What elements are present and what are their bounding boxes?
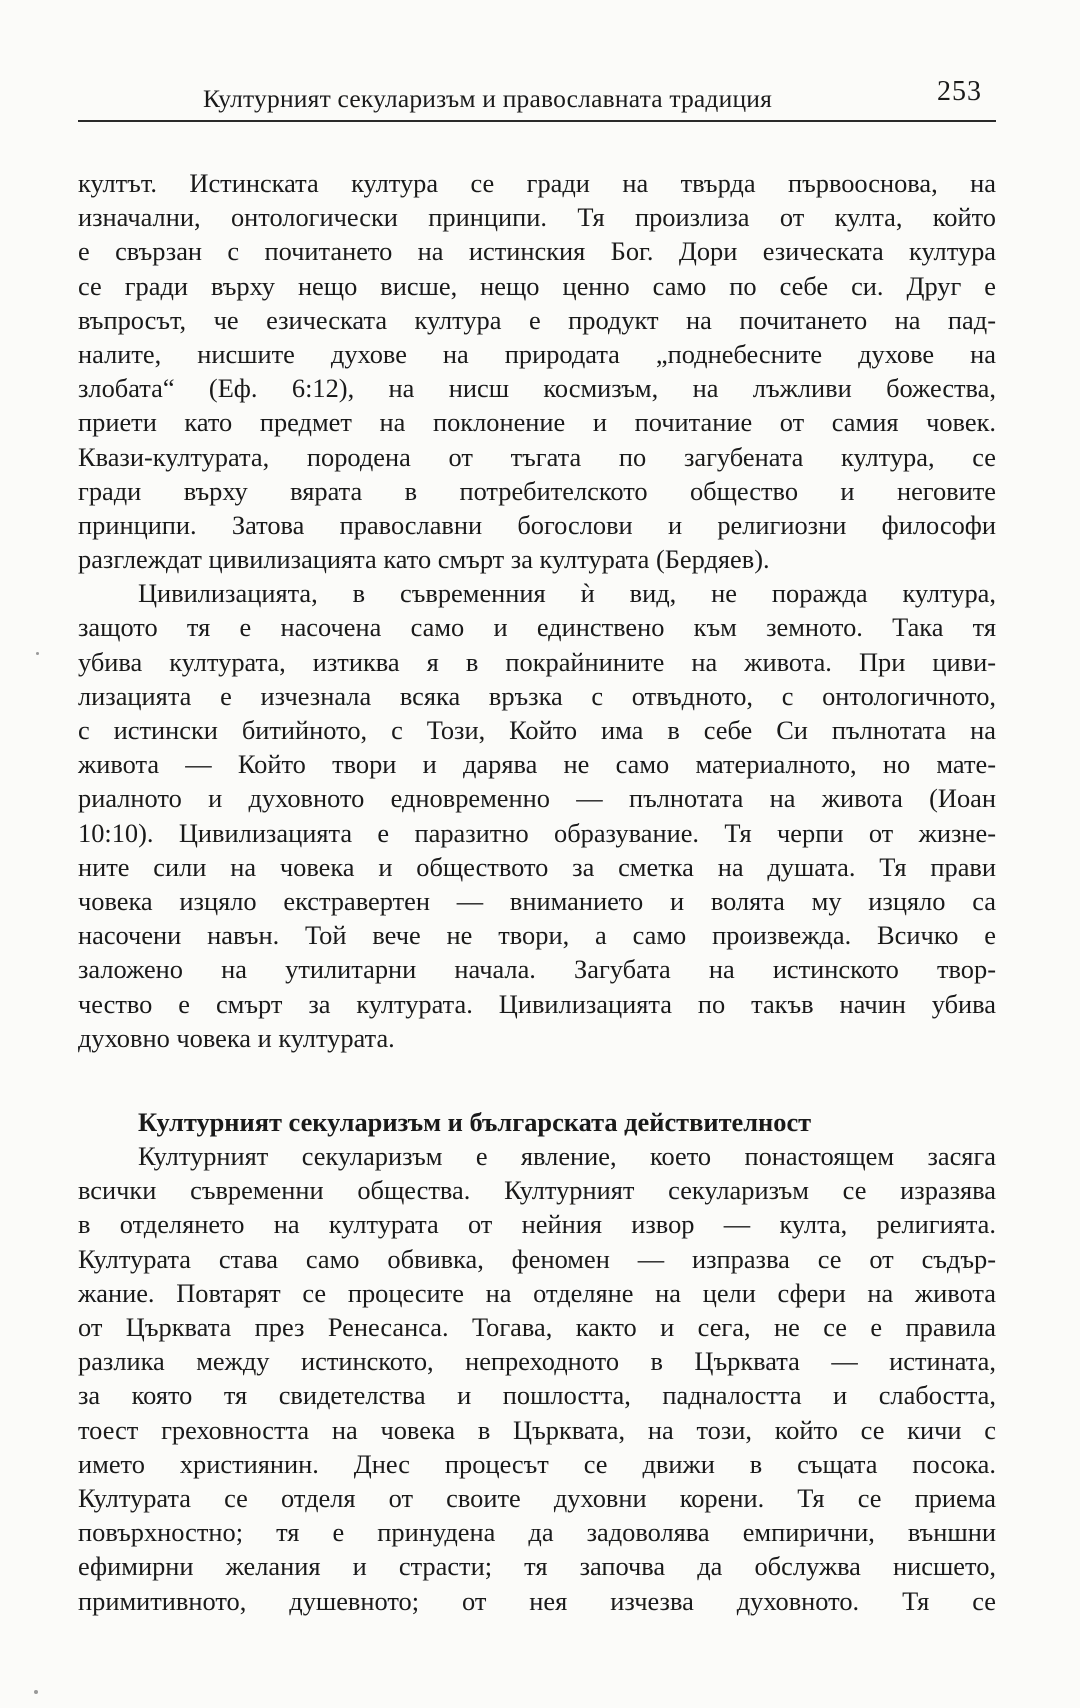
text-line: името християнин. Днес процесът се движи в същата посока.	[78, 1448, 996, 1479]
running-title: Културният секуларизъм и православната традиция	[203, 84, 773, 113]
running-header	[78, 74, 996, 122]
text-line: приети като предмет на поклонение и почитание от самия човек.	[78, 407, 996, 438]
text-line: чество е смърт за културата. Цивилизацията по такъв начин убива	[78, 988, 996, 1019]
paragraph-3	[78, 1139, 996, 1618]
text-line: е свързан с почитането на истинския Бог. Дори езическата култура	[78, 236, 996, 267]
text-line: Културният секуларизъм е явление, което понастоящем засяга	[138, 1141, 996, 1172]
text-line: налите, нисшите духове на природата „поднебесните духове на	[78, 338, 996, 369]
text-line: Културата става само обвивка, феномен — изпразва се от съдър-	[78, 1243, 996, 1274]
paragraph-1	[78, 166, 996, 576]
text-line: злобата“ (Еф. 6:12), на нисш космизъм, на лъжливи божества,	[78, 373, 996, 404]
text-line: примитивното, душевното; от нея изчезва духовното. Тя се	[78, 1585, 996, 1616]
text-line: 10:10). Цивилизацията е паразитно образувание. Тя черпи от жизне-	[78, 817, 996, 848]
text-line: жание. Повтарят се процесите на отделяне на цели сфери на живота	[78, 1277, 996, 1308]
text-line: изначални, онтологически принципи. Тя произлиза от култа, който	[78, 202, 996, 233]
text-line: духовно човека и културата.	[78, 1022, 395, 1053]
text-line: лизацията е изчезнала всяка връзка с отвъдното, с онтологичното,	[78, 680, 996, 711]
page-number: 253	[937, 76, 982, 107]
text-line: в отделянето на културата от нейния извор — култа, религията.	[78, 1209, 996, 1240]
scan-speck	[36, 652, 39, 655]
text-line: въпросът, че езическата култура е продукт на почитането на пад-	[78, 304, 996, 335]
text-line: Цивилизацията, в съвременния ѝ вид, не поражда култура,	[138, 578, 996, 609]
text-line: убива културата, изтиква я в покрайнините на живота. При циви-	[78, 646, 996, 677]
text-line: човека изцяло екстравертен — вниманието и волята му изцяло са	[78, 885, 996, 916]
text-line: насочени навън. Той вече не твори, а само произвежда. Всичко е	[78, 920, 996, 951]
text-line: от Църквата през Ренесанса. Тогава, както и сега, не се е правила	[78, 1312, 996, 1342]
text-line: ефимирни желания и страсти; тя започва да обслужва нисшето,	[78, 1551, 996, 1582]
text-line: риалното и духовното едновременно — пълнотата на живота (Иоан	[78, 783, 996, 814]
text-line: защото тя е насочена само и единствено към земното. Така тя	[78, 612, 996, 643]
paragraph-2	[78, 576, 996, 1055]
text-line: с истински битийното, с Този, Който има в себе Си пълнотата на	[78, 715, 996, 745]
scan-speck	[34, 1690, 38, 1694]
text-line: принципи. Затова православни богослови и религиозни философи	[78, 509, 996, 540]
text-line: култът. Истинската култура се гради на твърда първооснова, на	[78, 168, 996, 198]
text-line: разлика между истинското, непреходното в Църквата — истината,	[78, 1346, 996, 1377]
text-line: се гради върху нещо висше, нещо ценно само по себе си. Друг е	[78, 270, 996, 301]
text-line: Културата се отделя от своите духовни корени. Тя се приема	[78, 1482, 996, 1513]
text-line: Квази-културата, породена от тъгата по загубената култура, се	[78, 441, 996, 472]
section-heading: Културният секуларизъм и българската действителност	[138, 1106, 812, 1137]
text-line: за която тя свидетелства и пошлостта, падналостта и слабостта,	[78, 1380, 996, 1411]
text-line: всички съвременни общества. Културният секуларизъм се изразява	[78, 1175, 996, 1206]
text-line: повърхностно; тя е принудена да задоволява емпирични, външни	[78, 1517, 996, 1548]
text-line: ните сили на човека и обществото за сметка на душата. Тя прави	[78, 851, 996, 882]
text-line: разглеждат цивилизацията като смърт за културата (Бердяев).	[78, 544, 770, 575]
text-line: гради върху вярата в потребителското общество и неговите	[78, 475, 996, 506]
text-line: заложено на утилитарни начала. Загубата на истинското твор-	[78, 954, 996, 985]
text-line: живота — Който твори и дарява не само материалното, но мате-	[78, 749, 996, 780]
text-line: тоест греховността на човека в Църквата, на този, който се кичи с	[78, 1414, 996, 1445]
body-text	[78, 166, 996, 1618]
